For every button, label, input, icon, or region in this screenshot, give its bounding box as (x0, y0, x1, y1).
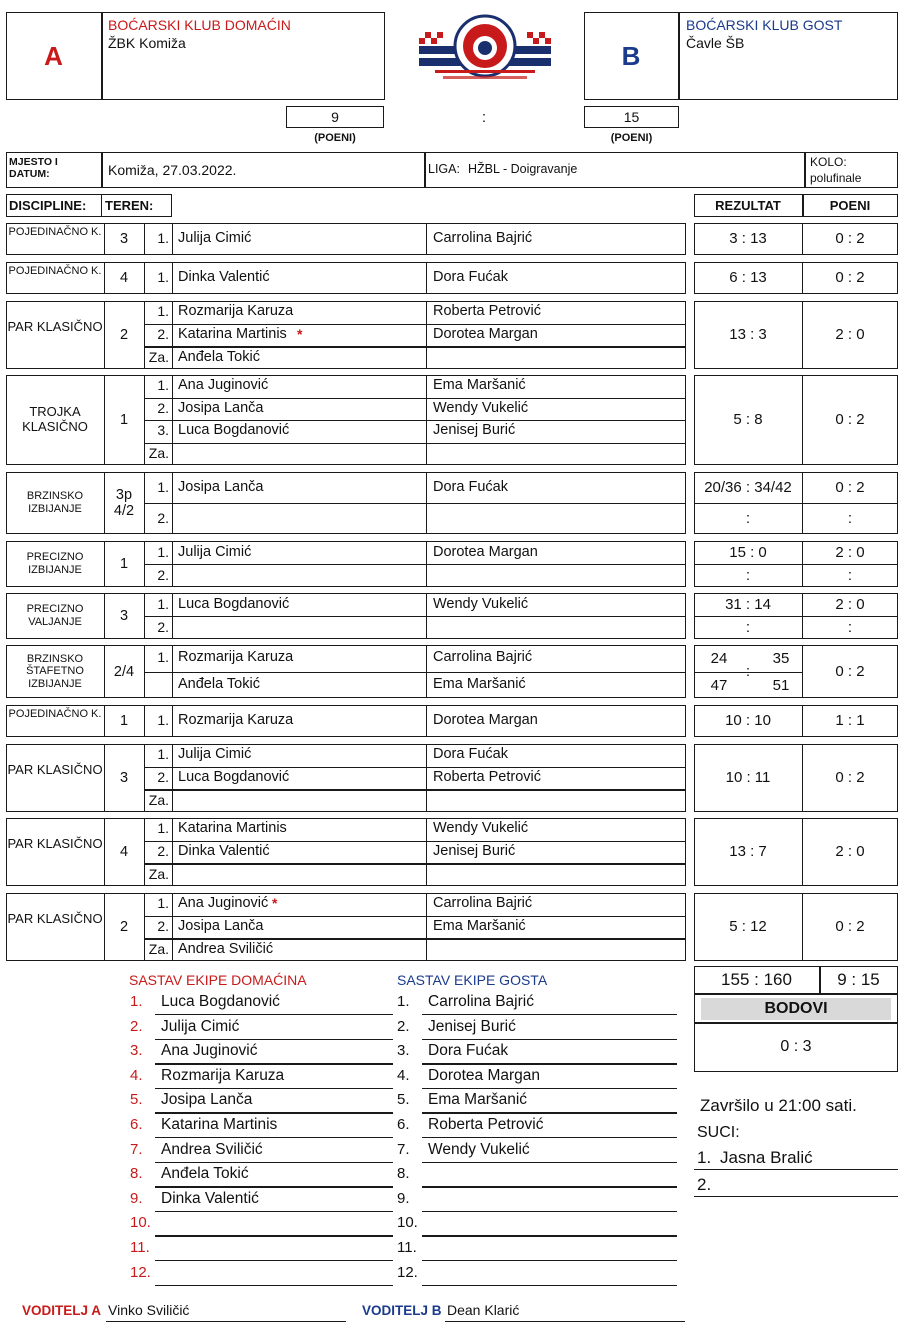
leader-a-name: Vinko Sviličić (108, 1302, 190, 1318)
home-roster-number: 5. (130, 1091, 143, 1109)
result-label: REZULTAT (715, 198, 781, 213)
home-roster-line (155, 1285, 393, 1286)
home-player: Ana Juginović (178, 377, 269, 394)
discipline-label: BRZINSKO IZBIJANJE (26, 490, 84, 515)
points-value: 2 : 0 (835, 595, 865, 613)
away-roster-line (422, 1211, 677, 1212)
away-player: Jenisej Burić (433, 422, 516, 439)
away-roster-title: SASTAV EKIPE GOSTA (397, 972, 548, 988)
away-player: Dorotea Margan (433, 543, 538, 560)
home-roster-number: 10. (130, 1214, 151, 1232)
away-player: Jenisej Burić (433, 843, 516, 860)
home-roster-line (155, 1186, 393, 1187)
points-value: 0 : 2 (835, 269, 865, 286)
home-roster-line (155, 1235, 393, 1236)
home-player: Dinka Valentić (178, 269, 270, 285)
away-club-name: Čavle ŠB (686, 35, 745, 51)
judge1-name: Jasna Bralić (720, 1148, 813, 1167)
home-player: Anđela Tokić (178, 675, 260, 692)
points-value-2: : (847, 618, 853, 636)
row-number: 2. (157, 918, 169, 935)
home-player: Josipa Lanča (178, 918, 264, 935)
points-value: 0 : 2 (835, 662, 865, 680)
points-label: POENI (829, 198, 871, 213)
points-value-2: : (847, 566, 853, 584)
away-roster-line (422, 1063, 677, 1064)
away-roster-number: 10. (397, 1214, 418, 1232)
row-number: 2. (157, 769, 169, 786)
away-roster-line (422, 1285, 677, 1286)
discipline-label: POJEDINAČNO K. (8, 708, 102, 721)
judge1-number: 1. (697, 1148, 712, 1167)
home-roster-line (155, 1112, 393, 1113)
leader-b-name: Dean Klarić (447, 1302, 520, 1318)
points-value: 0 : 2 (835, 411, 865, 428)
field-value: 4 (119, 270, 129, 286)
home-player: Luca Bogdanović (178, 595, 290, 612)
row-number: 1. (157, 303, 169, 320)
field-value: 2/4 (113, 663, 135, 680)
result-value: 10 : 11 (725, 769, 771, 786)
row-number: 1. (157, 595, 169, 612)
away-points-label: (POENI) (610, 132, 653, 144)
away-points: 15 (623, 109, 640, 125)
home-roster-player: Katarina Martinis (161, 1116, 278, 1133)
away-player: Dorotea Margan (433, 326, 538, 343)
home-roster-player: Dinka Valentić (161, 1189, 259, 1207)
away-letter: B (621, 41, 641, 71)
away-roster-line (422, 1014, 677, 1015)
result-value: 5 : 8 (733, 411, 763, 428)
away-player: Dora Fućak (433, 746, 508, 763)
round-label: KOLO: (810, 155, 847, 169)
away-player: Wendy Vukelić (433, 595, 529, 612)
home-roster-line (155, 1260, 393, 1261)
points-value: 2 : 0 (835, 326, 865, 343)
row-number: 1. (157, 230, 169, 246)
away-roster-line (422, 1235, 677, 1236)
row-number: 1. (157, 478, 169, 495)
row-number: Za. (148, 348, 169, 365)
result-value: 3 : 13 (729, 230, 767, 247)
away-roster-line (422, 1162, 677, 1163)
field-value: 3 (119, 231, 129, 247)
home-roster-player: Julija Cimić (161, 1017, 240, 1035)
away-roster-number: 5. (397, 1091, 410, 1109)
result-value: 20/36 : 34/42 (704, 478, 792, 496)
home-roster-number: 11. (130, 1239, 150, 1256)
row-number: Za. (148, 791, 169, 808)
league-label: LIGA: (428, 162, 460, 176)
discipline-label: POJEDINAČNO K. (8, 226, 102, 239)
away-roster-number: 8. (397, 1165, 410, 1183)
round-value: polufinale (810, 171, 862, 185)
relay-home-1: 24 (710, 650, 728, 667)
away-roster-number: 7. (397, 1140, 410, 1158)
away-roster-player: Dorotea Margan (428, 1066, 541, 1084)
home-player: Andrea Sviličić (178, 940, 274, 957)
home-player: Anđela Tokić (178, 348, 260, 365)
discipline-label: TROJKA KLASIČNO (22, 404, 88, 434)
home-roster-player: Anđela Tokić (161, 1165, 249, 1183)
points-value: 2 : 0 (835, 543, 865, 561)
relay-separator: : (745, 662, 751, 680)
result-value: 31 : 14 (725, 595, 771, 613)
result-value-2: : (745, 566, 751, 584)
row-number: 1. (157, 895, 169, 912)
home-letter: A (44, 41, 63, 71)
disciplines-label: DISCIPLINE: (9, 198, 87, 213)
away-player: Wendy Vukelić (433, 399, 529, 416)
home-player: Dinka Valentić (178, 843, 270, 860)
home-roster-player: Josipa Lanča (161, 1091, 253, 1109)
home-player: Julija Cimić (178, 230, 252, 246)
home-player: Katarina Martinis (178, 326, 287, 343)
home-player: Katarina Martinis (178, 820, 287, 837)
away-player: Roberta Petrović (433, 769, 541, 786)
field-value: 2 (119, 327, 129, 343)
away-club-title: BOĆARSKI KLUB GOST (686, 17, 843, 33)
field-value: 1 (119, 412, 129, 428)
result-value: 10 : 10 (725, 712, 771, 729)
field-value: 4 (119, 844, 129, 860)
discipline-label: POJEDINAČNO K. (8, 265, 102, 278)
away-roster-number: 4. (397, 1066, 410, 1084)
home-points: 9 (331, 109, 339, 125)
home-player: Julija Cimić (178, 543, 252, 560)
away-player: Carrolina Bajrić (433, 895, 533, 912)
away-roster-player: Dora Fućak (428, 1042, 509, 1060)
place-label: MJESTO I DATUM: (9, 156, 58, 181)
row-number: Za. (148, 444, 169, 461)
discipline-label: PAR KLASIČNO (7, 911, 103, 927)
home-roster-line (155, 1088, 393, 1089)
row-number: Za. (148, 940, 169, 957)
row-number: 1. (157, 649, 169, 666)
away-roster-number: 9. (397, 1189, 410, 1207)
home-roster-player: Rozmarija Karuza (161, 1066, 285, 1084)
total-result: 155 : 160 (721, 970, 792, 989)
away-player: Wendy Vukelić (433, 820, 529, 837)
home-roster-line (155, 1039, 393, 1040)
field-value: 1 (119, 713, 129, 729)
field-value: 2 (119, 919, 129, 935)
away-roster-player: Ema Maršanić (428, 1091, 528, 1109)
discipline-label: PRECIZNO IZBIJANJE (26, 551, 84, 576)
row-number: 2. (157, 618, 169, 635)
field-value: 1 (119, 556, 129, 572)
discipline-label: BRZINSKO ŠTAFETNO IZBIJANJE (26, 652, 84, 690)
home-roster-number: 2. (130, 1017, 143, 1035)
home-roster-player: Andrea Sviličić (161, 1140, 263, 1158)
relay-away-1: 35 (772, 650, 790, 667)
away-player: Dorotea Margan (433, 712, 538, 728)
home-roster-number: 8. (130, 1165, 143, 1183)
result-value: 13 : 7 (729, 843, 767, 860)
away-roster-number: 3. (397, 1042, 410, 1060)
federation-logo (415, 12, 555, 84)
home-roster-line (155, 1063, 393, 1064)
row-number: 1. (157, 269, 169, 285)
points-value: 1 : 1 (835, 712, 865, 729)
home-player: Rozmarija Karuza (178, 712, 294, 728)
result-value: 5 : 12 (729, 918, 767, 935)
row-number: 1. (157, 543, 169, 560)
points-value: 0 : 2 (835, 769, 865, 786)
home-player: Luca Bogdanović (178, 769, 290, 786)
discipline-label: PAR KLASIČNO (7, 762, 103, 778)
home-roster-line (155, 1014, 393, 1015)
away-player: Ema Maršanić (433, 675, 526, 692)
result-value-2: : (745, 509, 751, 527)
away-player: Dora Fućak (433, 478, 508, 495)
judges-label: SUCI: (697, 1124, 740, 1141)
home-player: Josipa Lanča (178, 399, 264, 416)
points-separator: : (481, 109, 487, 126)
away-roster-player: Jenisej Burić (428, 1017, 516, 1035)
home-player: Ana Juginović (178, 895, 269, 912)
home-roster-line (155, 1162, 393, 1163)
home-roster-number: 4. (130, 1066, 143, 1084)
field-value: 3 (119, 770, 129, 786)
row-number: 1. (157, 712, 169, 728)
home-roster-number: 1. (130, 993, 143, 1010)
away-roster-number: 11. (397, 1239, 417, 1256)
away-roster-player: Roberta Petrović (428, 1116, 544, 1133)
row-number: 1. (157, 746, 169, 763)
away-player: Roberta Petrović (433, 303, 541, 320)
row-number: 2. (157, 326, 169, 343)
discipline-label: PAR KLASIČNO (7, 319, 103, 335)
home-roster-number: 9. (130, 1189, 143, 1207)
row-number: 1. (157, 820, 169, 837)
home-roster-number: 3. (130, 1042, 143, 1060)
home-player: Luca Bogdanović (178, 422, 290, 439)
result-value: 6 : 13 (729, 269, 767, 286)
home-roster-player: Ana Juginović (161, 1042, 258, 1060)
discipline-label: PAR KLASIČNO (7, 836, 103, 852)
judge2-number: 2. (697, 1175, 712, 1194)
away-player: Ema Maršanić (433, 918, 526, 935)
home-roster-number: 6. (130, 1116, 143, 1133)
row-number: 2. (157, 843, 169, 860)
home-points-label: (POENI) (314, 132, 356, 144)
row-number: 2. (157, 399, 169, 416)
home-roster-player: Luca Bogdanović (161, 993, 280, 1010)
home-roster-line (155, 1137, 393, 1138)
home-roster-number: 12. (130, 1263, 151, 1281)
away-roster-number: 12. (397, 1263, 418, 1281)
away-roster-line (422, 1039, 677, 1040)
relay-home-2: 47 (710, 676, 728, 694)
field-value: 3p 4/2 (113, 487, 135, 519)
row-number: 3. (157, 422, 169, 439)
away-roster-player: Carrolina Bajrić (428, 993, 534, 1010)
leader-a-label: VODITELJ A (22, 1303, 102, 1318)
field-value: 3 (119, 608, 129, 624)
row-number: Za. (148, 865, 169, 882)
home-club-name: ŽBK Komiža (108, 35, 186, 51)
away-roster-number: 6. (397, 1116, 410, 1133)
relay-away-2: 51 (772, 676, 790, 694)
points-value: 0 : 2 (835, 478, 865, 496)
place-value: Komiža, 27.03.2022. (108, 162, 237, 178)
league-value: HŽBL - Doigravanje (468, 162, 578, 176)
away-roster-line (422, 1186, 677, 1187)
substitution-mark: * (272, 895, 278, 911)
home-player: Julija Cimić (178, 746, 252, 763)
home-player: Josipa Lanča (178, 478, 264, 495)
away-roster-number: 1. (397, 993, 410, 1010)
home-roster-title: SASTAV EKIPE DOMAĆINA (129, 972, 307, 988)
row-number: 2. (157, 566, 169, 583)
home-player: Rozmarija Karuza (178, 649, 294, 666)
away-roster-line (422, 1260, 677, 1261)
away-roster-player: Wendy Vukelić (428, 1140, 530, 1158)
away-roster-number: 2. (397, 1017, 410, 1035)
substitution-mark: * (297, 326, 303, 342)
away-player: Carrolina Bajrić (433, 230, 533, 246)
bodovi-value: 0 : 3 (780, 1038, 812, 1055)
bodovi-label: BODOVI (764, 1000, 828, 1017)
row-number: 2. (157, 509, 169, 526)
away-player: Dora Fućak (433, 269, 508, 285)
points-value-2: : (847, 509, 853, 527)
away-player: Ema Maršanić (433, 377, 526, 394)
away-roster-line (422, 1112, 677, 1113)
home-roster-line (155, 1211, 393, 1212)
total-points: 9 : 15 (837, 970, 880, 989)
discipline-label: PRECIZNO VALJANJE (26, 603, 84, 628)
away-player: Carrolina Bajrić (433, 649, 533, 666)
points-value: 2 : 0 (835, 843, 865, 860)
row-number: 1. (157, 377, 169, 394)
away-roster-line (422, 1137, 677, 1138)
leader-b-label: VODITELJ B (362, 1303, 442, 1318)
away-roster-line (422, 1088, 677, 1089)
home-roster-number: 7. (130, 1140, 143, 1158)
home-player: Rozmarija Karuza (178, 303, 294, 320)
home-club-title: BOĆARSKI KLUB DOMAĆIN (108, 17, 291, 33)
points-value: 0 : 2 (835, 230, 865, 247)
result-value: 13 : 3 (729, 326, 767, 343)
points-value: 0 : 2 (835, 918, 865, 935)
field-label: TEREN: (105, 198, 154, 213)
ended-text: Završilo u 21:00 sati. (700, 1096, 857, 1115)
result-value-2: : (745, 618, 751, 636)
result-value: 15 : 0 (729, 543, 767, 561)
